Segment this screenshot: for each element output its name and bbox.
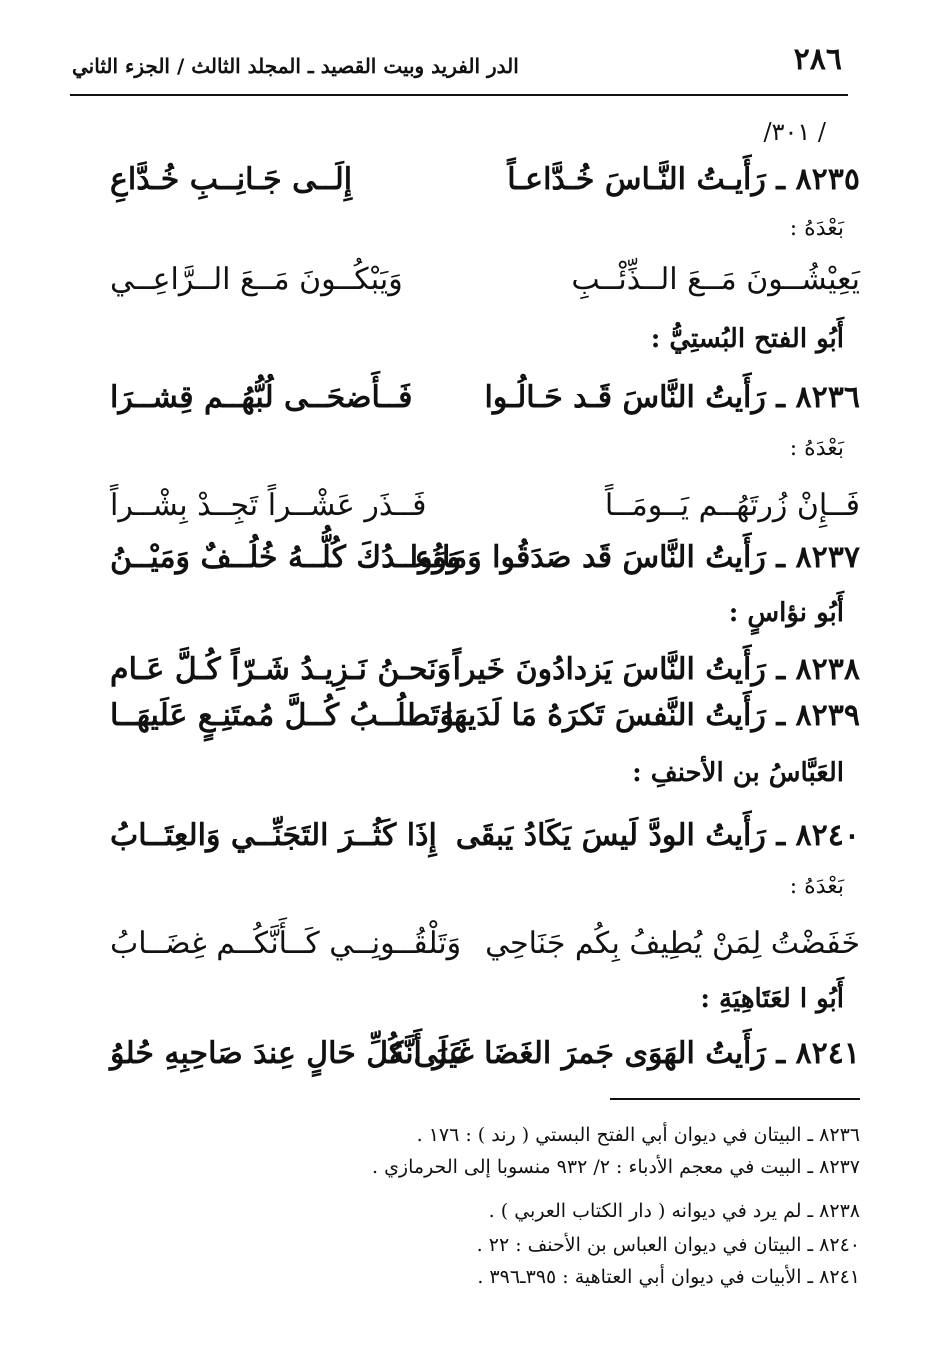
- verse-8239: [100, 698, 860, 744]
- poet-name: أَبُو نؤاسٍ :: [728, 598, 844, 628]
- verse-first-hemistich: فَــإِنْ زُرتَهُــم يَــومَــاً: [604, 488, 860, 523]
- poet-name: العَبَّاسُ بن الأحنفِ :: [632, 758, 844, 788]
- verse-second-hemistich: إِذَا كَثُــرَ التَجَنِّــي وَالعِتَــابُ: [110, 818, 437, 853]
- running-title: الدر الفريد وبيت القصيد ـ المجلد الثالث / الجزء الثاني: [72, 54, 519, 78]
- footnote: ٨٢٤١ ـ الأبيات في ديوان أبي العتاهية : ٣٩٥ـ٣٩٦ .: [477, 1266, 860, 1288]
- after-note: بَعْدَهُ :: [789, 436, 844, 461]
- header-rule: [70, 94, 848, 96]
- after-note: بَعْدَهُ :: [789, 874, 844, 899]
- reference-line: / ٣٠١/: [763, 118, 826, 146]
- verse-second-hemistich: إِلَــى جَـانِــبِ خُـدَّاعِ: [110, 162, 353, 197]
- verse-first-hemistich: ٨٢٣٥ ـ رَأَيـتُ النَّـاسَ خُـدَّاعـاً: [507, 162, 860, 197]
- verse-8238: [100, 652, 860, 698]
- verse-second-hemistich: وَيَبْكُــونَ مَــعَ الــرَّاعِــي: [110, 262, 403, 297]
- verse-first-hemistich: خَفَضْتُ لِمَنْ يُطِيفُ بِكُم جَنَاحِي: [485, 926, 860, 961]
- poet-name: أَبُو الفتح البُستِيُّ :: [650, 324, 844, 354]
- footnote: ٨٢٣٨ ـ لم يرد في ديوانه ( دار الكتاب العربي ) .: [488, 1200, 860, 1222]
- verse-first-hemistich: ٨٢٤١ ـ رَأَيتُ الهَوَى جَمرَ الغَضَا غَيرَ أَنَّهُ: [389, 1036, 860, 1071]
- footnote: ٨٢٣٦ ـ البيتان في ديوان أبي الفتح البستي ( رند ) : ١٧٦ .: [416, 1124, 860, 1146]
- verse-second-hemistich: وَتَلْقُــونِــي كَــأَنَّكُــم غِضَــابُ: [110, 926, 462, 961]
- page-header: [72, 40, 852, 92]
- verse-second-hemistich: وَنَحـنُ نَـزِيـدُ شَـرّاً كُـلَّ عَـام: [110, 652, 452, 687]
- verse-second-hemistich: وَوَعــدُكَ كُلُّــهُ خُلُــفٌ وَمَيْــنُ: [110, 540, 462, 575]
- verse-second-hemistich: فَــأَضحَــى لُبُّهُــم قِشــرَا: [110, 380, 413, 415]
- verse-first-hemistich: يَعِيْشُــونَ مَــعَ الــذِّئْــبِ: [571, 262, 860, 297]
- verse-8240: [100, 818, 860, 864]
- verse-first-hemistich: ٨٢٣٨ ـ رَأَيتُ النَّاسَ يَزدادُونَ خَيراً: [452, 652, 860, 687]
- poet-name: أَبُو ا لعَتَاهِيَةِ :: [700, 984, 844, 1014]
- footnote: ٨٢٣٧ ـ البيت في معجم الأدباء : ٢/ ٩٣٢ منسوبا إلى الحرمازي .: [371, 1156, 860, 1178]
- page-number: ٢٨٦: [793, 42, 842, 77]
- verse-second-hemistich: وَتَطلُــبُ كُــلَّ مُمتَنِـعٍ عَلَيهَــا: [110, 698, 455, 733]
- verse-second-hemistich: عَلَى كُلِّ حَالٍ عِندَ صَاحِبِهِ حُلوُ: [110, 1036, 467, 1071]
- verse-first-hemistich: ٨٢٣٦ ـ رَأَيتُ النَّاسَ قَـد حَـالُـوا: [484, 380, 860, 415]
- verse-8235: [100, 162, 860, 208]
- verse-second-hemistich: فَــذَر عَشْــراً تَجِــدْ بِشْــراً: [110, 488, 427, 523]
- footnote: ٨٢٤٠ ـ البيتان في ديوان العباس بن الأحنف : ٢٢ .: [476, 1234, 860, 1256]
- verse-8236: [100, 380, 860, 426]
- after-note: بَعْدَهُ :: [789, 216, 844, 241]
- verse-extra-1: [100, 262, 860, 308]
- verse-first-hemistich: ٨٢٤٠ ـ رَأَيتُ الودَّ لَيسَ يَكَادُ يَبقَى: [455, 818, 860, 853]
- verse-first-hemistich: ٨٢٣٩ ـ رَأَيتُ النَّفسَ تَكرَهُ مَا لَدَيهَا: [444, 698, 860, 733]
- verse-extra-2: [100, 488, 860, 534]
- verse-8241: [100, 1036, 860, 1082]
- verse-extra-3: [100, 926, 860, 972]
- verse-first-hemistich: ٨٢٣٧ ـ رَأَيتُ النَّاسَ قَد صَدَقُوا وَمَانُوا: [409, 540, 860, 575]
- footnote-separator: [610, 1098, 860, 1100]
- verse-8237: [100, 540, 860, 586]
